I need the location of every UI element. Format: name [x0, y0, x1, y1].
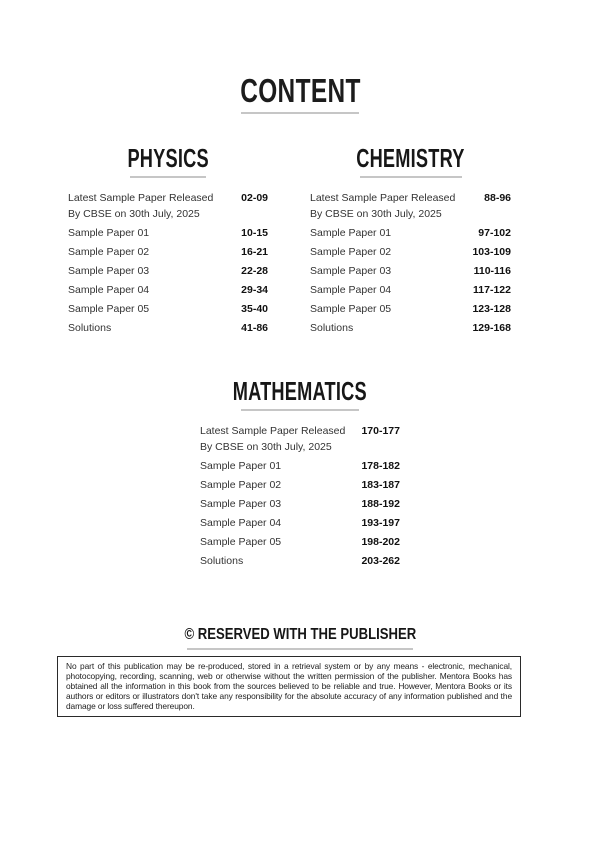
toc-entry: [68, 244, 268, 260]
section-mathematics-underline: [241, 409, 359, 411]
physics-toc-list: [68, 190, 268, 336]
toc-entry-label: [310, 244, 391, 260]
toc-entry-pages: 41-86: [241, 322, 268, 334]
toc-entry: [310, 263, 511, 279]
toc-entry-label: [310, 282, 391, 298]
toc-entry-pages: 198-202: [361, 536, 400, 548]
toc-entry-pages: 02-09: [241, 192, 268, 204]
toc-entry-pages: 178-182: [361, 460, 400, 472]
toc-entry-label-line1: Sample Paper 03: [200, 498, 282, 510]
section-chemistry-title: CHEMISTRY: [356, 143, 465, 173]
toc-entry-pages: 10-15: [241, 227, 268, 239]
toc-entry-label: [68, 282, 149, 298]
chemistry-toc-list: [310, 190, 511, 336]
toc-entry-label-line1: Solutions: [310, 322, 354, 334]
toc-entry: [200, 515, 400, 531]
toc-entry-label-line2: By CBSE on 30th July, 2025: [200, 441, 332, 453]
toc-entry-label-line1: Latest Sample Paper Released: [200, 425, 346, 437]
toc-entry-label-line1: Sample Paper 02: [68, 246, 150, 258]
toc-entry-pages: 123-128: [472, 303, 511, 315]
toc-entry-label-line1: Solutions: [200, 555, 244, 567]
toc-entry-pages: 117-122: [473, 284, 511, 296]
toc-entry-label: [68, 225, 149, 241]
toc-entry-label: [200, 496, 281, 512]
toc-entry: [310, 190, 511, 222]
toc-entry: [200, 553, 400, 569]
toc-entry-label: [310, 263, 391, 279]
section-physics-heading: [68, 145, 268, 178]
toc-entry-label: [200, 534, 281, 550]
toc-entry: [310, 282, 511, 298]
toc-entry-label-line1: Sample Paper 01: [310, 227, 392, 239]
toc-entry-pages: 129-168: [472, 322, 511, 334]
toc-entry-label-line1: Latest Sample Paper Released: [68, 192, 214, 204]
toc-entry-pages: 103-109: [472, 246, 511, 258]
toc-entry-pages: 188-192: [361, 498, 400, 510]
toc-entry-label-line2: By CBSE on 30th July, 2025: [310, 208, 442, 220]
toc-entry: [200, 458, 400, 474]
toc-entry-label-line1: Solutions: [68, 322, 112, 334]
toc-entry-label: [200, 515, 281, 531]
toc-entry: [200, 477, 400, 493]
page-title: CONTENT: [239, 72, 361, 109]
toc-entry-pages: 193-197: [361, 517, 400, 529]
section-mathematics-title: MATHEMATICS: [232, 376, 368, 406]
toc-entry: [68, 190, 268, 222]
toc-entry-label-line1: Sample Paper 05: [310, 303, 392, 315]
toc-entry: [310, 225, 511, 241]
toc-entry-pages: 35-40: [241, 303, 268, 315]
toc-entry-label-line1: Sample Paper 01: [68, 227, 150, 239]
toc-entry-pages: 170-177: [361, 425, 400, 437]
toc-entry-pages: 203-262: [361, 555, 400, 567]
toc-entry-label-line1: Sample Paper 05: [200, 536, 282, 548]
toc-entry: [310, 301, 511, 317]
section-chemistry-heading: [310, 145, 511, 178]
toc-entry-label: [68, 320, 111, 336]
toc-entry-label-line2: By CBSE on 30th July, 2025: [68, 208, 200, 220]
toc-entry-label: [200, 423, 345, 455]
toc-entry: [68, 263, 268, 279]
toc-entry-label: [68, 190, 213, 222]
toc-entry: [68, 225, 268, 241]
toc-entry-label-line1: Sample Paper 03: [68, 265, 150, 277]
page-title-block: [0, 74, 600, 114]
toc-entry-label-line1: Latest Sample Paper Released: [310, 192, 456, 204]
toc-entry: [200, 423, 400, 455]
toc-entry-pages: 29-34: [241, 284, 268, 296]
toc-entry-label-line1: Sample Paper 04: [68, 284, 150, 296]
toc-entry-label: [310, 320, 353, 336]
section-mathematics: [200, 378, 400, 572]
toc-entry-pages: 22-28: [241, 265, 268, 277]
toc-entry-label-line1: Sample Paper 01: [200, 460, 282, 472]
toc-entry-pages: 16-21: [241, 246, 268, 258]
page-title-underline: [241, 112, 359, 114]
toc-entry-label: [200, 458, 281, 474]
toc-entry: [68, 320, 268, 336]
toc-entry: [68, 282, 268, 298]
toc-entry-pages: 110-116: [473, 265, 511, 277]
toc-entry-label: [200, 477, 281, 493]
section-physics: [68, 145, 268, 339]
copyright-text: © RESERVED WITH THE PUBLISHER: [184, 626, 416, 643]
copyright-block: [0, 626, 600, 650]
section-chemistry: [310, 145, 511, 339]
toc-entry: [310, 320, 511, 336]
toc-entry-label-line1: Sample Paper 04: [200, 517, 282, 529]
toc-entry-pages: 183-187: [361, 479, 400, 491]
section-mathematics-heading: [200, 378, 400, 411]
toc-entry-label-line1: Sample Paper 02: [310, 246, 392, 258]
toc-entry-label: [200, 553, 243, 569]
mathematics-toc-list: [200, 423, 400, 569]
disclaimer-box: No part of this publication may be re-produced, stored in a retrieval system or by any means - electronic, mechanical, photocopying, recording, scanning, web or otherwise without the written permission of the publisher. Mentora Books has obtained all the information in this book from the sources believed to be reliable and true. However, Mentora Books or its authors or editors or illustrators don't take any responsibility for the absolute accuracy of any information published and the damage or loss suffered thereupon.: [57, 656, 521, 717]
section-physics-title: PHYSICS: [127, 143, 209, 173]
toc-entry-label: [310, 225, 391, 241]
toc-entry-label-line1: Sample Paper 04: [310, 284, 392, 296]
toc-entry-label: [310, 301, 391, 317]
toc-entry-label-line1: Sample Paper 05: [68, 303, 150, 315]
toc-entry: [310, 244, 511, 260]
toc-entry: [200, 534, 400, 550]
copyright-underline: [187, 648, 413, 650]
toc-entry-pages: 88-96: [484, 192, 511, 204]
section-chemistry-underline: [360, 176, 462, 178]
toc-entry-label-line1: Sample Paper 03: [310, 265, 392, 277]
toc-entry: [200, 496, 400, 512]
toc-entry-label-line1: Sample Paper 02: [200, 479, 282, 491]
toc-entry-pages: 97-102: [478, 227, 511, 239]
toc-entry-label: [68, 263, 149, 279]
toc-entry-label: [310, 190, 455, 222]
toc-entry-label: [68, 244, 149, 260]
toc-entry-label: [68, 301, 149, 317]
toc-entry: [68, 301, 268, 317]
section-physics-underline: [130, 176, 206, 178]
